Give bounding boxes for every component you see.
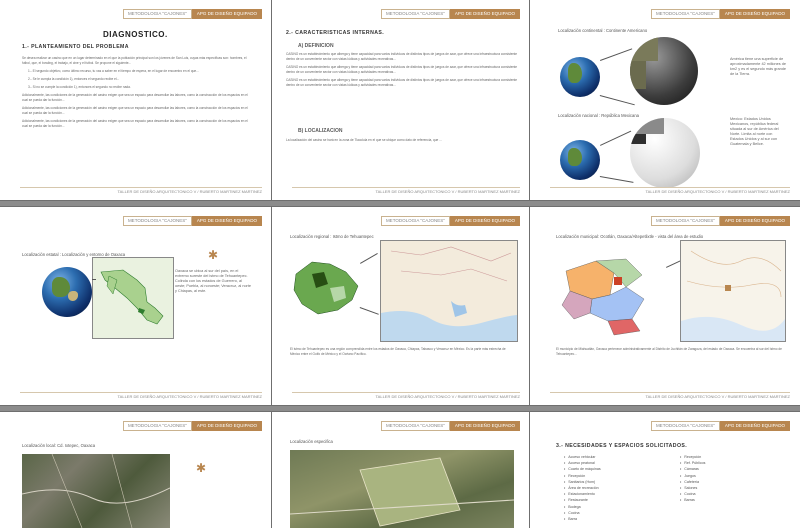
figure-caption: Localización continental : Continente Americano bbox=[558, 28, 648, 33]
section-heading: 1.- PLANTEAMIENTO DEL PROBLEMA bbox=[22, 44, 129, 50]
continent-note: América tiene una superficie de aproximadamente 42 millones de km2 y es el segundo más grande de la Tierra. bbox=[730, 57, 786, 76]
mexico-globe-image bbox=[630, 118, 700, 188]
region-text: El istmo de Tehuantepec es una región comprendida entre los estados de Oaxaca, Chiapas, Tabasco y Veracruz en México. Es la parte más estrecha de México entre el Golfo de México y el Océano Pacífico. bbox=[290, 347, 506, 356]
document-page-6 bbox=[530, 207, 800, 405]
header-section-label: METODOLOGIA "CAJONES" bbox=[123, 421, 192, 431]
city-satellite-image bbox=[22, 454, 170, 528]
document-page-3 bbox=[530, 0, 800, 200]
header-tag: APG DE DISEÑO EQUIPADO bbox=[720, 9, 790, 19]
earth-globe-image bbox=[560, 140, 600, 180]
figure-caption: Localización estatal : Localización y entorno de Oaxaca bbox=[22, 252, 126, 257]
list-item: • Salones bbox=[680, 485, 705, 491]
list-item: • Cuarto de máquinas bbox=[564, 466, 601, 472]
section-heading: 3.- NECESIDADES Y ESPACIOS SOLICITADOS. bbox=[556, 443, 688, 449]
header-section-label: METODOLOGIA "CAJONES" bbox=[123, 216, 192, 226]
list-item: • Sanitarios (Hom) bbox=[564, 479, 601, 485]
list-item: • Cocina bbox=[680, 491, 705, 497]
section-heading: 2.- CARACTERISTICAS INTERNAS. bbox=[286, 30, 385, 36]
subsection-heading: B) LOCALIZACION bbox=[298, 128, 343, 134]
header-tag: APG DE DISEÑO EQUIPADO bbox=[192, 421, 262, 431]
list-item: • Bodega bbox=[564, 504, 601, 510]
americas-globe-image bbox=[630, 37, 698, 105]
header-section-label: METODOLOGIA "CAJONES" bbox=[651, 421, 720, 431]
body-paragraph: CASINO es un establecimiento que alberga y tiene capacidad para varios individuos de distintos tipos de juegos de azar, que ofrece una infraestructura consistente dentro de un conveniente sector con vistas lúdicas y actividades recreativas... bbox=[286, 65, 518, 74]
page-header bbox=[123, 216, 262, 226]
state-note: Oaxaca se ubica al sur del país, en el extremo sureste del istmo de Tehuantepec. Colinda con los estados de Guerrero, al oeste; Puebla, al noroeste; Veracruz, al norte y Chiapas, al este. bbox=[175, 269, 251, 293]
page-title: DIAGNOSTICO. bbox=[103, 30, 168, 39]
list-item: • Barra bbox=[564, 516, 601, 522]
earth-globe-image bbox=[560, 57, 600, 97]
page-footer: TALLER DE DISEÑO ARQUITECTONICO V / RUBERTO MARTINEZ MARTINEZ bbox=[292, 392, 520, 399]
list-item: 3.- Si no se cumple la condición 1), entonces el segundo no recibe nada. bbox=[28, 85, 131, 89]
document-page-5 bbox=[272, 207, 530, 405]
page-footer: TALLER DE DISEÑO ARQUITECTONICO V / RUBERTO MARTINEZ MARTINEZ bbox=[550, 392, 790, 399]
municipality-text: El municipio de Miahuatlán, Oaxaca pertenece administrativamente al Distrito de Juchitán de Zaragoza, del estado de Oaxaca. Se encuentra al sur del Istmo de Tehuantepec... bbox=[556, 347, 782, 356]
header-tag: APG DE DISEÑO EQUIPADO bbox=[720, 216, 790, 226]
body-text bbox=[22, 56, 254, 174]
country-note: Mexico: Estados Unidos Mexicanos, república federal situada al sur de América del Norte. Limita al norte con Estados Unidos y al sur con Guatemala y Belice. bbox=[730, 117, 779, 146]
page-header bbox=[123, 9, 262, 19]
isthmus-map-image bbox=[380, 240, 518, 342]
body-paragraph: CASINO es un establecimiento que alberga y tiene capacidad para varios individuos de distintos tipos de juegos de azar, que ofrece una infraestructura consistente dentro de un conveniente sector con vistas lúdicas y actividades recreativas... bbox=[286, 52, 518, 61]
municipal-map-image bbox=[556, 249, 666, 339]
header-section-label: METODOLOGIA "CAJONES" bbox=[381, 9, 450, 19]
page-footer: TALLER DE DISEÑO ARQUITECTONICO V / RUBERTO MARTINEZ MARTINEZ bbox=[20, 187, 262, 194]
list-item: • Juegos bbox=[680, 473, 705, 479]
page-header bbox=[651, 421, 790, 431]
header-section-label: METODOLOGIA "CAJONES" bbox=[651, 9, 720, 19]
page-header bbox=[381, 9, 520, 19]
oaxaca-regions-map-image bbox=[290, 254, 362, 322]
list-item: 2.- Se le cumpla la condición 1), entonces el segundo recibe el... bbox=[28, 77, 120, 81]
subsection-heading: A) DEFINICION bbox=[298, 43, 334, 49]
document-page-2 bbox=[272, 0, 530, 200]
list-item: • Recepción bbox=[680, 454, 705, 460]
spaces-list-left bbox=[564, 454, 601, 522]
figure-caption: Localización municipal: Ocotlán, Oaxaca/Altepetlixtle - vista del área de estudio bbox=[556, 234, 704, 239]
header-tag: APG DE DISEÑO EQUIPADO bbox=[192, 9, 262, 19]
header-section-label: METODOLOGIA "CAJONES" bbox=[651, 216, 720, 226]
earth-globe-image bbox=[42, 267, 92, 317]
header-section-label: METODOLOGIA "CAJONES" bbox=[123, 9, 192, 19]
definition-text bbox=[286, 52, 518, 122]
header-section-label: METODOLOGIA "CAJONES" bbox=[381, 216, 450, 226]
header-tag: APG DE DISEÑO EQUIPADO bbox=[720, 421, 790, 431]
body-paragraph: CASINO es un establecimiento que alberga y tiene capacidad para varios individuos de distintos tipos de juegos de azar, que ofrece una infraestructura consistente dentro de un conveniente sector con vistas lúdicas y actividades recreativas... bbox=[286, 78, 518, 87]
document-page-9 bbox=[530, 412, 800, 528]
body-paragraph: La localización del casino se hará en la zona de Tlacolula en el que se ubique como dato de referencia, que ... bbox=[286, 138, 442, 142]
header-tag: APG DE DISEÑO EQUIPADO bbox=[192, 216, 262, 226]
header-section-label: METODOLOGIA "CAJONES" bbox=[381, 421, 450, 431]
figure-caption: Localización local: Cd. Ixtepec, Oaxaca bbox=[22, 443, 96, 448]
figure-caption: Localización regional : Istmo de Tehuantepec bbox=[290, 234, 374, 239]
list-item: • Área de recreación bbox=[564, 485, 601, 491]
list-item: • Barras bbox=[680, 497, 705, 503]
page-header bbox=[651, 9, 790, 19]
list-item: • Acceso vehicular bbox=[564, 454, 601, 460]
body-paragraph: Adicionalmente, las condiciones de la generación del casino exigen que sea un espacio para desarrollar las labores, como la construcción de los espacios en el cual se pueda dar la función... bbox=[22, 106, 248, 115]
list-item: • Estacionamiento bbox=[564, 491, 601, 497]
body-paragraph: Adicionalmente, las condiciones de la generación del casino exigen que sea un espacio para desarrollar las labores, como la construcción de los espacios en el cual se pueda dar la función... bbox=[22, 93, 248, 102]
page-footer: TALLER DE DISEÑO ARQUITECTONICO V / RUBERTO MARTINEZ MARTINEZ bbox=[20, 392, 262, 399]
page-header bbox=[123, 421, 262, 431]
municipality-detail-map-image bbox=[680, 240, 786, 342]
location-text bbox=[286, 138, 518, 168]
page-header bbox=[381, 216, 520, 226]
list-item: • Cocina bbox=[564, 510, 601, 516]
spaces-list-right bbox=[680, 454, 705, 504]
intro-paragraph: Se desea realizar un casino que en un lugar determinado en el que la población principal son los jóvenes de San Luis, cuyas más específicas son: hombres, el futbol, que, el bowling, el trabajo, el cine y el futbol. Se propone el siguiente... bbox=[22, 56, 247, 65]
mexico-map-image bbox=[92, 257, 174, 339]
document-page-4 bbox=[0, 207, 272, 405]
list-item: • Cafetería bbox=[680, 479, 705, 485]
list-item: • Ref. Públicos bbox=[680, 460, 705, 466]
compass-rose-icon: ✱ bbox=[208, 248, 219, 262]
document-page-7 bbox=[0, 412, 272, 528]
header-tag: APG DE DISEÑO EQUIPADO bbox=[450, 421, 520, 431]
compass-rose-icon: ✱ bbox=[196, 461, 207, 475]
figure-caption: Localización nacional : República Mexicana bbox=[558, 113, 640, 118]
body-paragraph: Adicionalmente, las condiciones de la generación del casino exigen que sea un espacio para desarrollar las labores, como la construcción de los espacios en el cual se pueda dar la función... bbox=[22, 119, 248, 128]
site-aerial-image bbox=[290, 450, 514, 528]
document-page-8 bbox=[272, 412, 530, 528]
header-tag: APG DE DISEÑO EQUIPADO bbox=[450, 9, 520, 19]
list-item: 1.- El segundo objetivo, como último recurso, tu vas a saber en el tiempo de espera, en el lugar de encuentro en el que... bbox=[28, 69, 199, 73]
list-item: • Cámaras bbox=[680, 466, 705, 472]
page-header bbox=[381, 421, 520, 431]
page-footer: TALLER DE DISEÑO ARQUITECTONICO V / RUBERTO MARTINEZ MARTINEZ bbox=[292, 187, 520, 194]
list-item: • Acceso peatonal bbox=[564, 460, 601, 466]
document-page-1 bbox=[0, 0, 272, 200]
list-item: • Recepción bbox=[564, 473, 601, 479]
header-tag: APG DE DISEÑO EQUIPADO bbox=[450, 216, 520, 226]
list-item: • Restaurante bbox=[564, 497, 601, 503]
page-header bbox=[651, 216, 790, 226]
figure-caption: Localización especifica bbox=[290, 439, 333, 444]
page-footer: TALLER DE DISEÑO ARQUITECTONICO V / RUBERTO MARTINEZ MARTINEZ bbox=[550, 187, 790, 194]
